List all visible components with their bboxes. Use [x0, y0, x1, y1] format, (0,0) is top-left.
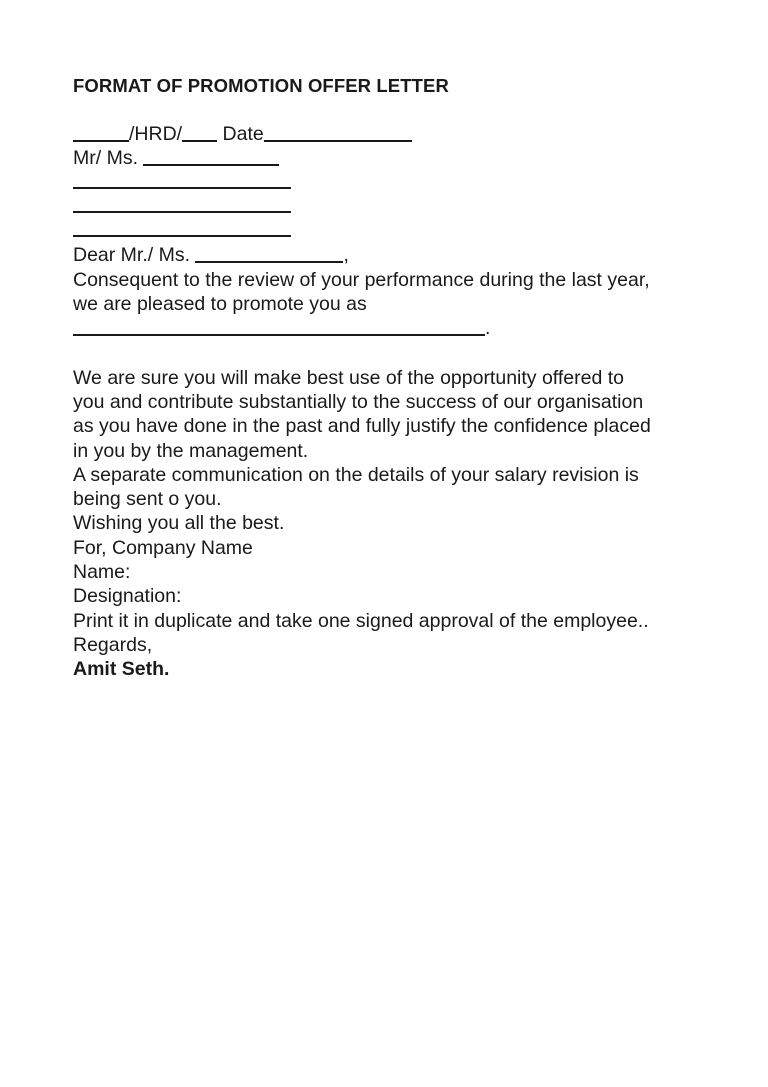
- greeting-suffix: ,: [343, 244, 349, 267]
- designation-period: .: [485, 317, 491, 340]
- recipient-name-blank[interactable]: [143, 148, 279, 166]
- recipient-prefix: Mr/ Ms.: [73, 147, 138, 170]
- address-blank-1[interactable]: [73, 173, 291, 189]
- recipient-line: [73, 146, 713, 170]
- body-line: A separate communication on the details of your salary revision is: [73, 463, 639, 486]
- hrd-label: /HRD/: [129, 123, 183, 145]
- address-line-1: [73, 171, 713, 195]
- address-blank-2[interactable]: [73, 197, 291, 213]
- print-instruction: Print it in duplicate and take one signed approval of the employee..: [73, 609, 649, 632]
- reference-number-blank[interactable]: [73, 124, 129, 142]
- promotion-text-line-2: we are pleased to promote you as: [73, 293, 367, 316]
- body-line: in you by the management.: [73, 439, 309, 462]
- new-designation-blank[interactable]: [73, 318, 485, 336]
- serial-number-blank[interactable]: [182, 124, 217, 142]
- designation-field-label: Designation:: [73, 585, 182, 608]
- greeting-name-blank[interactable]: [195, 245, 343, 263]
- date-blank[interactable]: [264, 124, 412, 142]
- letter-page: [73, 74, 713, 682]
- document-title: FORMAT OF PROMOTION OFFER LETTER: [73, 75, 449, 96]
- address-line-3: [73, 219, 713, 243]
- body-line: as you have done in the past and fully justify the confidence placed: [73, 415, 651, 438]
- body-line: you and contribute substantially to the success of our organisation: [73, 390, 644, 413]
- signature-name: Amit Seth.: [73, 658, 170, 681]
- spacer: [73, 341, 713, 366]
- greeting-line: [73, 243, 713, 267]
- company-name-line: For, Company Name: [73, 536, 253, 559]
- body-line: We are sure you will make best use of the opportunity offered to: [73, 366, 624, 389]
- promotion-text-line-1: Consequent to the review of your performance during the last year,: [73, 268, 650, 291]
- regards-line: Regards,: [73, 633, 153, 656]
- body-line: being sent o you.: [73, 488, 222, 511]
- greeting-prefix: Dear Mr./ Ms.: [73, 244, 191, 267]
- address-blank-3[interactable]: [73, 221, 291, 237]
- address-line-2: [73, 195, 713, 219]
- reference-line: [73, 122, 713, 146]
- spacer: [73, 98, 713, 122]
- date-label: Date: [222, 123, 264, 145]
- name-field-label: Name:: [73, 561, 131, 584]
- closing-wish: Wishing you all the best.: [73, 512, 285, 535]
- promotion-designation-line: [73, 316, 713, 340]
